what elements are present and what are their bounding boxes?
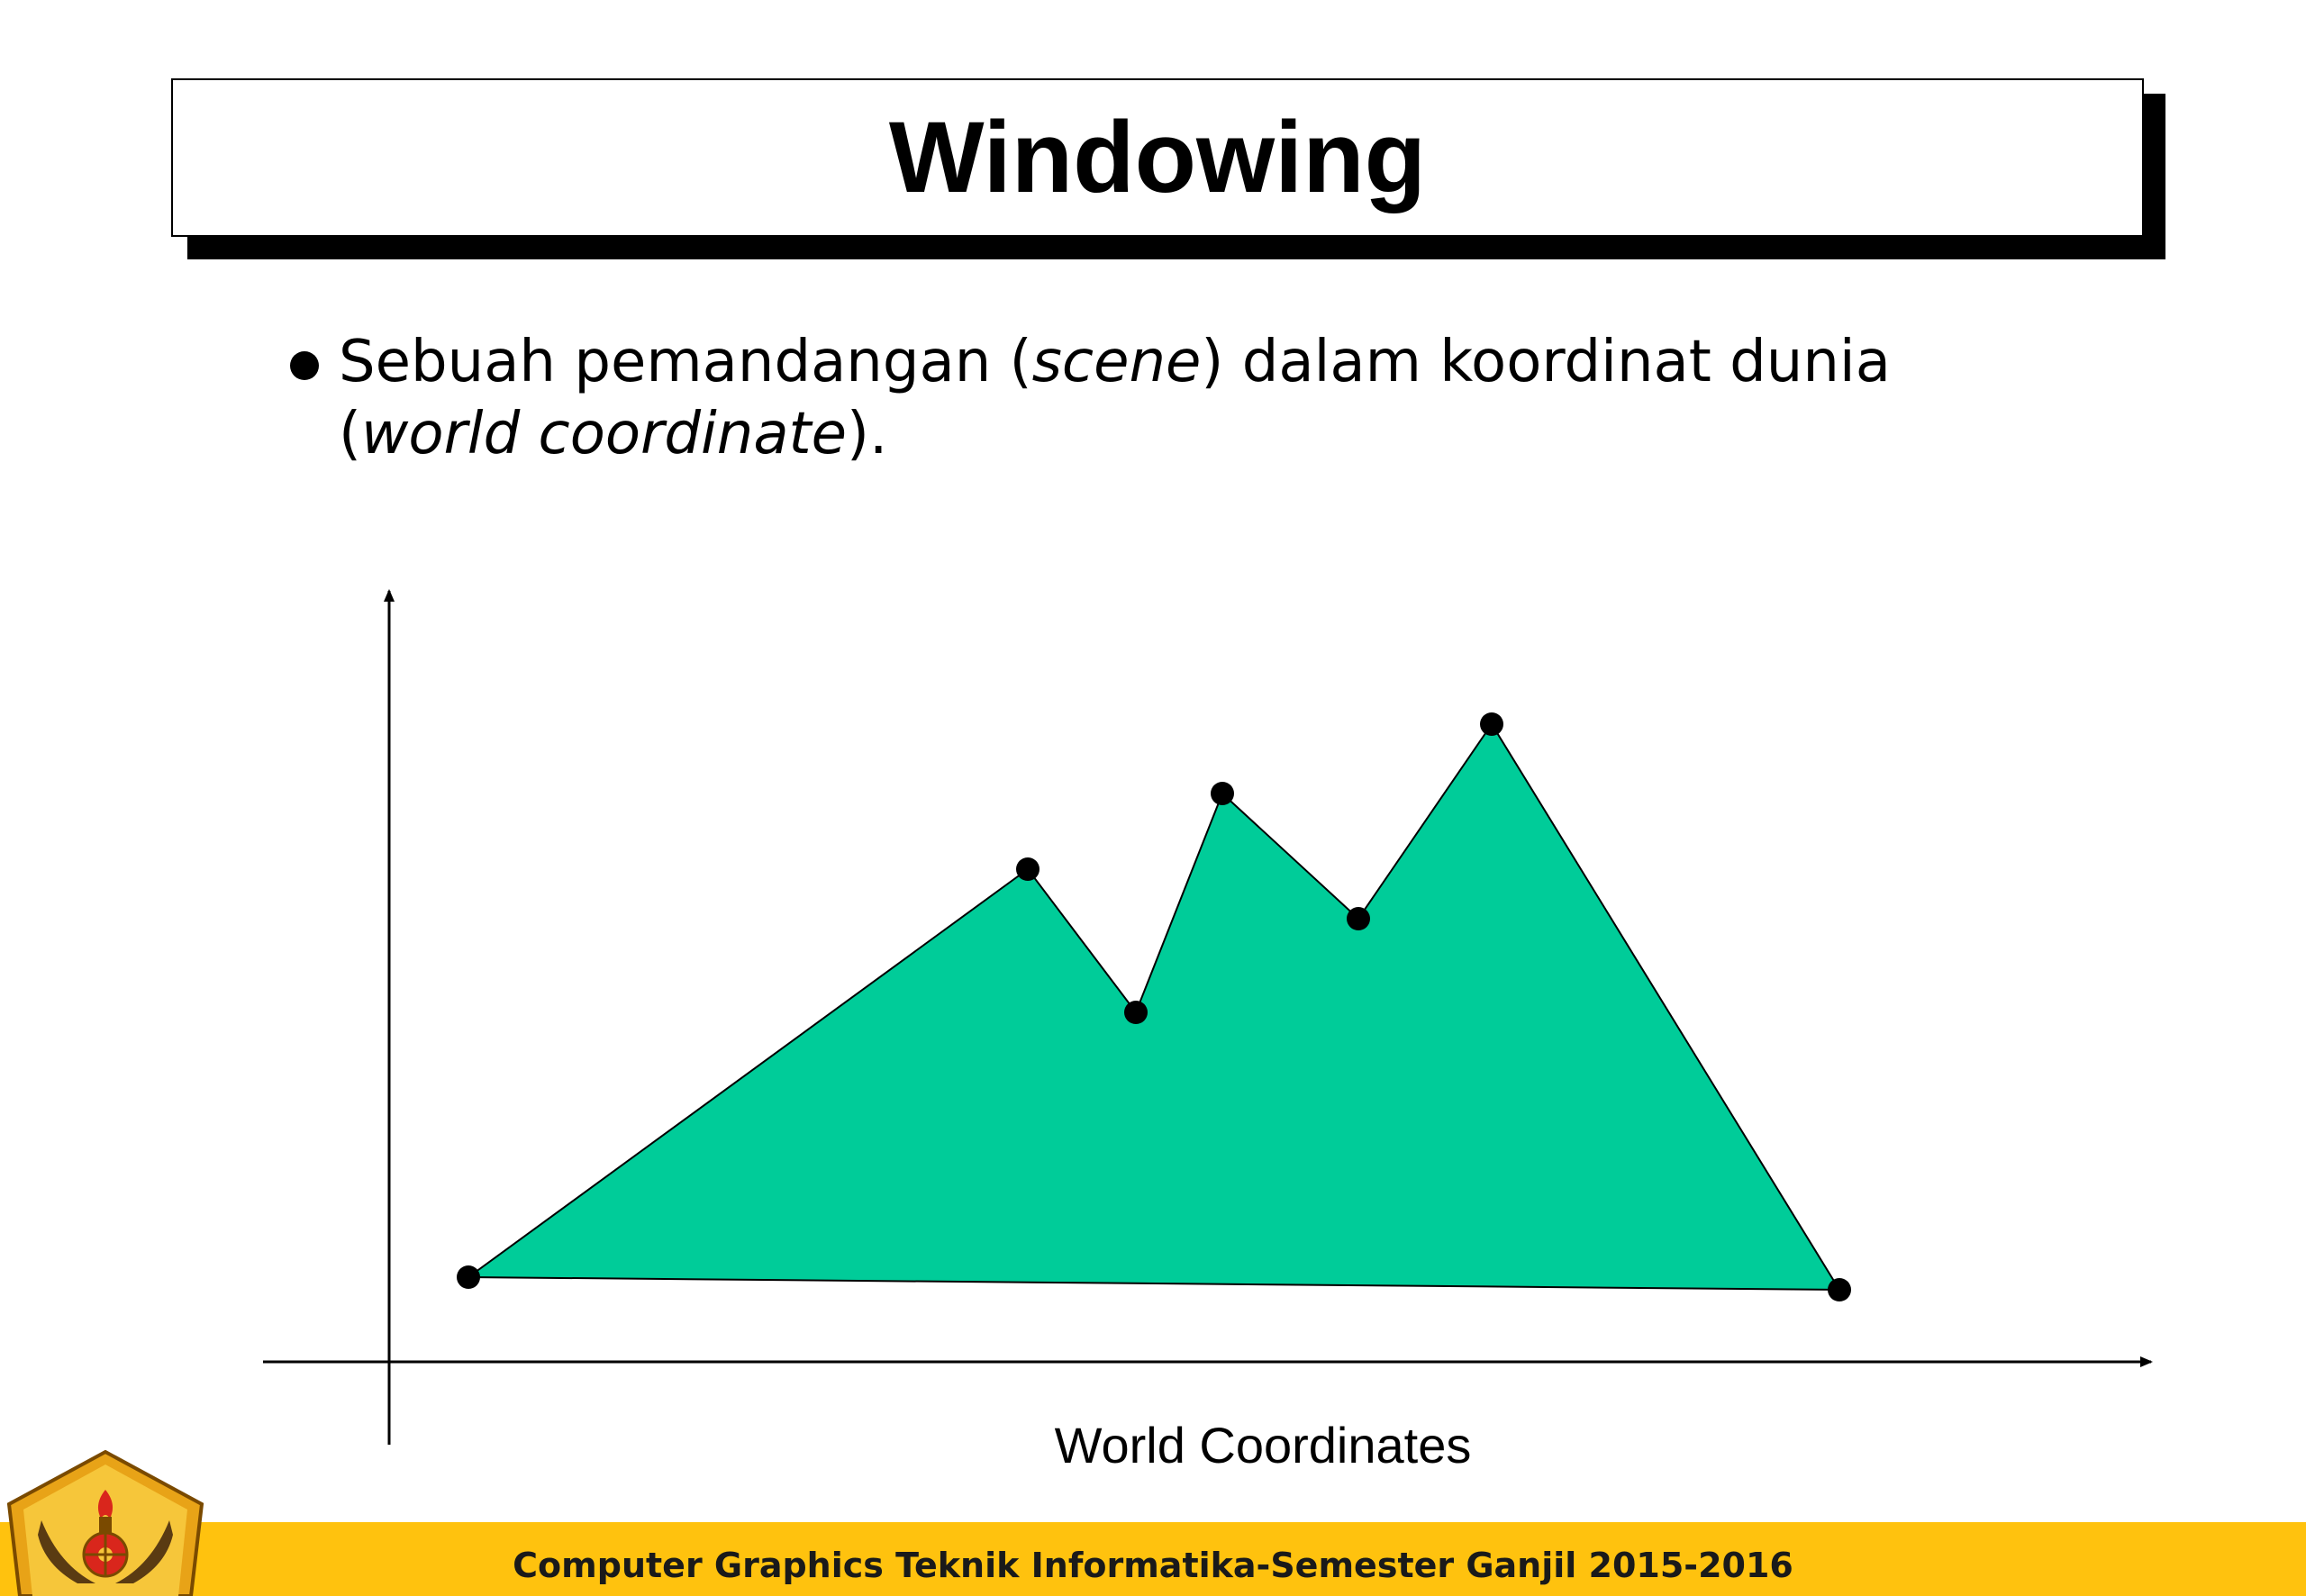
bullet-text-part1: Sebuah pemandangan ( (339, 329, 1032, 395)
vertex-point (457, 1265, 480, 1289)
vertex-point (1211, 782, 1234, 805)
bullet-text-part3: ). (847, 401, 888, 467)
bullet-text-part2: ) dalam koordinat dunia ( (339, 329, 1891, 467)
slide-title: Windowing (888, 101, 1427, 213)
vertex-point (1828, 1278, 1851, 1301)
bullet-text-scene: scene (1031, 329, 1202, 395)
vertex-point (1016, 857, 1040, 881)
vertex-point (1480, 712, 1503, 736)
footer-bar (0, 1522, 2306, 1596)
vertex-point (1347, 907, 1370, 930)
vertex-point (1124, 1001, 1148, 1024)
scene-polygon (468, 724, 1839, 1290)
axis-label: World Coordinates (1054, 1417, 1472, 1474)
bullet-text-world: world coordinate (360, 401, 847, 467)
university-crest-icon (5, 1448, 205, 1596)
footer-text: Computer Graphics Teknik Informatika-Semester Ganjil 2015-2016 (513, 1546, 1793, 1585)
